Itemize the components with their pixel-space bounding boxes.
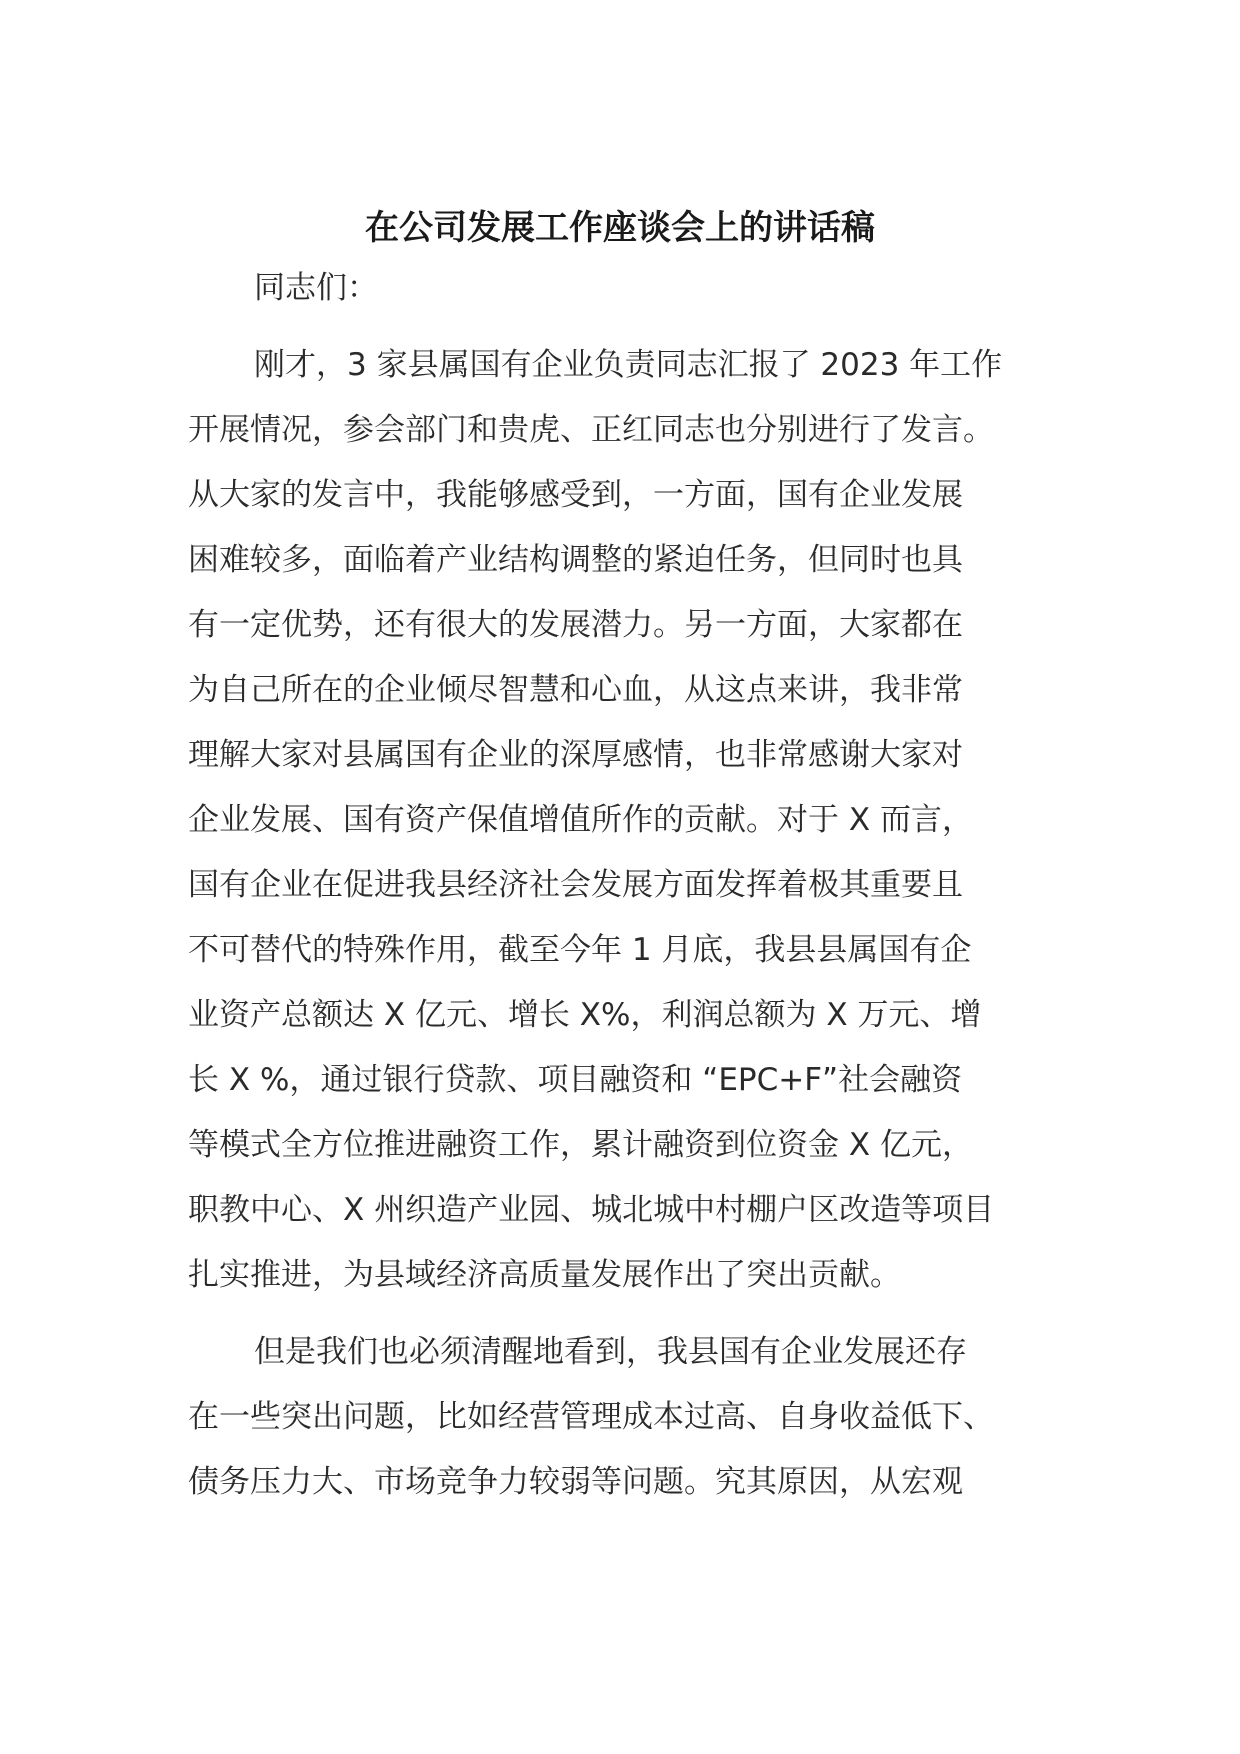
paragraph-line: 但是我们也必须清醒地看到，我县国有企业发展还存: [254, 1334, 967, 1370]
paragraph-line: 债务压力大、市场竞争力较弱等问题。究其原因，从宏观: [188, 1464, 963, 1500]
paragraph-line: 不可替代的特殊作用，截至今年 1 月底，我县县属国有企: [188, 932, 972, 968]
paragraph-line: 从大家的发言中，我能够感受到，一方面，国有企业发展: [188, 477, 963, 513]
paragraph-line: 理解大家对县属国有企业的深厚感情，也非常感谢大家对: [188, 737, 963, 773]
paragraph-line: 国有企业在促进我县经济社会发展方面发挥着极其重要且: [188, 867, 963, 903]
paragraph-line: 有一定优势，还有很大的发展潜力。另一方面，大家都在: [188, 607, 963, 643]
paragraph-line: 为自己所在的企业倾尽智慧和心血，从这点来讲，我非常: [188, 672, 963, 708]
paragraph-line: 开展情况，参会部门和贵虎、正红同志也分别进行了发言。: [188, 412, 994, 448]
paragraph-line: 在一些突出问题，比如经营管理成本过高、自身收益低下、: [188, 1399, 994, 1435]
paragraph-line: 困难较多，面临着产业结构调整的紧迫任务，但同时也具: [188, 542, 963, 578]
body-paragraph-2: [188, 1320, 1054, 1515]
paragraph-spacing: [188, 1308, 1054, 1320]
paragraph-line: 职教中心、X 州织造产业园、城北城中村棚户区改造等项目: [188, 1192, 995, 1228]
salutation: 同志们：: [254, 270, 378, 306]
document-body: [188, 256, 1054, 1515]
document-title: 在公司发展工作座谈会上的讲话稿: [365, 208, 875, 248]
paragraph-spacing: [188, 321, 1054, 333]
paragraph-line: 等模式全方位推进融资工作，累计融资到位资金 X 亿元，: [188, 1127, 973, 1163]
paragraph-line: 扎实推进，为县域经济高质量发展作出了突出贡献。: [188, 1257, 901, 1293]
paragraph-line: 刚才，3 家县属国有企业负责同志汇报了 2023 年工作: [254, 347, 1003, 383]
paragraph-line: 长 X %，通过银行贷款、项目融资和 “EPC+F”社会融资: [188, 1062, 963, 1098]
body-paragraph-1: [188, 333, 1054, 1308]
paragraph-line: 业资产总额达 X 亿元、增长 X%，利润总额为 X 万元、增: [188, 997, 982, 1033]
paragraph-line: 企业发展、国有资产保值增值所作的贡献。对于 X 而言，: [188, 802, 973, 838]
salutation-paragraph: [188, 256, 1054, 321]
